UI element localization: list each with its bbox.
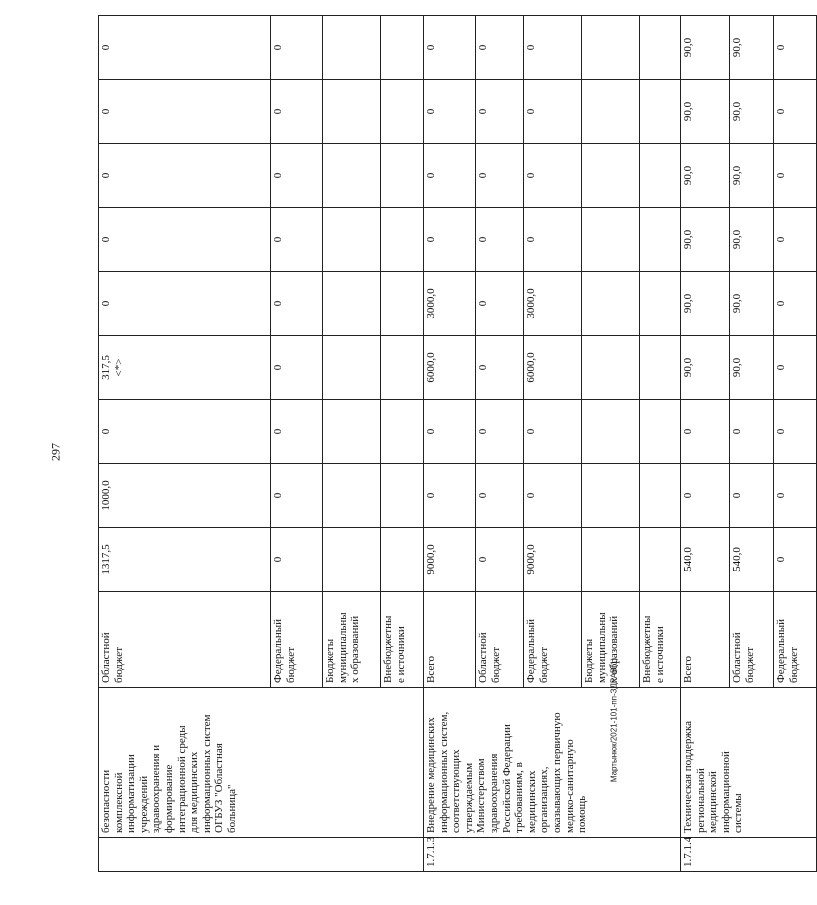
funding-source-cell: Бюджеты муниципальны х образований xyxy=(582,592,640,688)
value-cell: 90,0 xyxy=(730,80,774,144)
value-cell: 90,0 xyxy=(681,80,730,144)
table-row xyxy=(424,16,476,872)
value-cell: 0 xyxy=(774,272,817,336)
value-cell: 1317,5 xyxy=(99,528,271,592)
value-cell xyxy=(640,528,681,592)
value-cell xyxy=(381,272,424,336)
value-cell: 0 xyxy=(271,80,323,144)
value-cell xyxy=(381,208,424,272)
value-cell: 90,0 xyxy=(730,208,774,272)
funding-source-cell: Бюджеты муниципальны х образований xyxy=(323,592,381,688)
value-cell: 0 xyxy=(476,528,524,592)
item-name-cell: безопасности комплексной информатизации учреждений здравоохранения и формирование интеграционной среды для медицинских информационных систем ОГБУЗ "Областная больница" xyxy=(99,688,424,838)
value-cell: 0 xyxy=(774,400,817,464)
value-cell xyxy=(323,80,381,144)
value-cell: 0 xyxy=(476,80,524,144)
funding-source-cell: Областной бюджет xyxy=(99,592,271,688)
value-cell: 0 xyxy=(99,272,271,336)
value-cell: 90,0 xyxy=(681,336,730,400)
value-cell: 90,0 xyxy=(681,272,730,336)
value-cell: 0 xyxy=(99,400,271,464)
value-cell: 0 xyxy=(271,528,323,592)
value-cell: 6000,0 xyxy=(424,336,476,400)
value-cell: 90,0 xyxy=(730,16,774,80)
value-cell: 0 xyxy=(476,208,524,272)
value-cell: 6000,0 xyxy=(524,336,582,400)
value-cell: 0 xyxy=(774,144,817,208)
value-cell: 0 xyxy=(424,400,476,464)
value-cell: 0 xyxy=(774,464,817,528)
value-cell: 0 xyxy=(424,16,476,80)
item-code-cell: 1.7.1.3 xyxy=(424,838,681,872)
value-cell: 0 xyxy=(774,80,817,144)
value-cell: 0 xyxy=(476,272,524,336)
value-cell: 9000,0 xyxy=(524,528,582,592)
value-cell: 0 xyxy=(681,400,730,464)
value-cell xyxy=(582,272,640,336)
item-code-cell: 1.7.1.4 xyxy=(681,838,817,872)
value-cell: 0 xyxy=(524,464,582,528)
value-cell: 0 xyxy=(524,208,582,272)
value-cell xyxy=(582,400,640,464)
value-cell: 0 xyxy=(424,144,476,208)
value-cell: 0 xyxy=(99,16,271,80)
funding-source-cell: Всего xyxy=(681,592,730,688)
value-cell: 0 xyxy=(524,16,582,80)
value-cell xyxy=(381,528,424,592)
value-cell xyxy=(323,144,381,208)
value-cell xyxy=(640,80,681,144)
value-cell: 3000,0 xyxy=(424,272,476,336)
table-row xyxy=(99,16,271,872)
value-cell: 0 xyxy=(271,464,323,528)
value-cell: 0 xyxy=(524,144,582,208)
item-name-cell: Внедрение медицинских информационных систем, соответствующих утверждаемым Министерством здравоохранения Российской Федерации требованиям, в медицинских организациях, оказывающих первичную медико-санитарную помощь xyxy=(424,688,681,838)
value-cell xyxy=(323,528,381,592)
budget-table xyxy=(98,15,817,872)
value-cell: 0 xyxy=(271,208,323,272)
value-cell: 0 xyxy=(476,144,524,208)
value-cell: 0 xyxy=(774,336,817,400)
value-cell: 9000,0 xyxy=(424,528,476,592)
value-cell xyxy=(582,80,640,144)
value-cell: 90,0 xyxy=(730,336,774,400)
value-cell xyxy=(381,16,424,80)
value-cell xyxy=(582,464,640,528)
value-cell: 1000,0 xyxy=(99,464,271,528)
value-cell: 0 xyxy=(99,208,271,272)
value-cell: 0 xyxy=(524,400,582,464)
value-cell: 0 xyxy=(99,144,271,208)
value-cell: 0 xyxy=(476,400,524,464)
value-cell xyxy=(640,144,681,208)
value-cell xyxy=(582,528,640,592)
value-cell xyxy=(381,80,424,144)
item-code-cell xyxy=(99,838,424,872)
value-cell: 0 xyxy=(730,400,774,464)
value-cell xyxy=(582,144,640,208)
value-cell: 0 xyxy=(730,464,774,528)
value-cell: 0 xyxy=(424,208,476,272)
value-cell: 3000,0 xyxy=(524,272,582,336)
value-cell: 540,0 xyxy=(681,528,730,592)
value-cell: 90,0 xyxy=(730,144,774,208)
value-cell: 0 xyxy=(424,80,476,144)
value-cell xyxy=(323,336,381,400)
value-cell xyxy=(381,144,424,208)
value-cell: 540,0 xyxy=(730,528,774,592)
value-cell: 0 xyxy=(271,144,323,208)
value-cell: 0 xyxy=(774,16,817,80)
value-cell xyxy=(640,16,681,80)
value-cell xyxy=(323,400,381,464)
value-cell: 0 xyxy=(524,80,582,144)
value-cell xyxy=(323,208,381,272)
value-cell xyxy=(323,16,381,80)
value-cell: 0 xyxy=(99,80,271,144)
value-cell xyxy=(381,400,424,464)
value-cell: 0 xyxy=(424,464,476,528)
value-cell xyxy=(381,336,424,400)
value-cell: 90,0 xyxy=(681,208,730,272)
value-cell: 0 xyxy=(476,16,524,80)
funding-source-cell: Областной бюджет xyxy=(730,592,774,688)
value-cell: 90,0 xyxy=(681,16,730,80)
value-cell: 0 xyxy=(476,464,524,528)
value-cell: 0 xyxy=(774,208,817,272)
value-cell xyxy=(640,400,681,464)
value-cell: 0 xyxy=(271,400,323,464)
value-cell: 0 xyxy=(476,336,524,400)
funding-source-cell: Всего xyxy=(424,592,476,688)
funding-source-cell: Внебюджетны е источники xyxy=(640,592,681,688)
item-name-cell: Техническая поддержка региональной медицинской информационной системы xyxy=(681,688,817,838)
document-footer: Мартынюк/2021-101-пп-ЗДРАВ(1) xyxy=(609,657,619,783)
value-cell: 0 xyxy=(271,16,323,80)
funding-source-cell: Областной бюджет xyxy=(476,592,524,688)
value-cell: 317,5 <*> xyxy=(99,336,271,400)
funding-source-cell: Федеральный бюджет xyxy=(524,592,582,688)
page-number: 297 xyxy=(48,443,63,461)
funding-source-cell: Федеральный бюджет xyxy=(774,592,817,688)
value-cell: 0 xyxy=(271,336,323,400)
value-cell: 0 xyxy=(271,272,323,336)
value-cell: 0 xyxy=(681,464,730,528)
table-row xyxy=(681,16,730,872)
value-cell xyxy=(640,464,681,528)
value-cell xyxy=(323,464,381,528)
value-cell xyxy=(582,208,640,272)
value-cell xyxy=(640,208,681,272)
value-cell: 90,0 xyxy=(681,144,730,208)
value-cell xyxy=(381,464,424,528)
value-cell: 0 xyxy=(774,528,817,592)
value-cell xyxy=(640,336,681,400)
value-cell xyxy=(582,336,640,400)
value-cell: 90,0 xyxy=(730,272,774,336)
funding-source-cell: Федеральный бюджет xyxy=(271,592,323,688)
value-cell xyxy=(640,272,681,336)
value-cell xyxy=(323,272,381,336)
funding-source-cell: Внебюджетны е источники xyxy=(381,592,424,688)
value-cell xyxy=(582,16,640,80)
